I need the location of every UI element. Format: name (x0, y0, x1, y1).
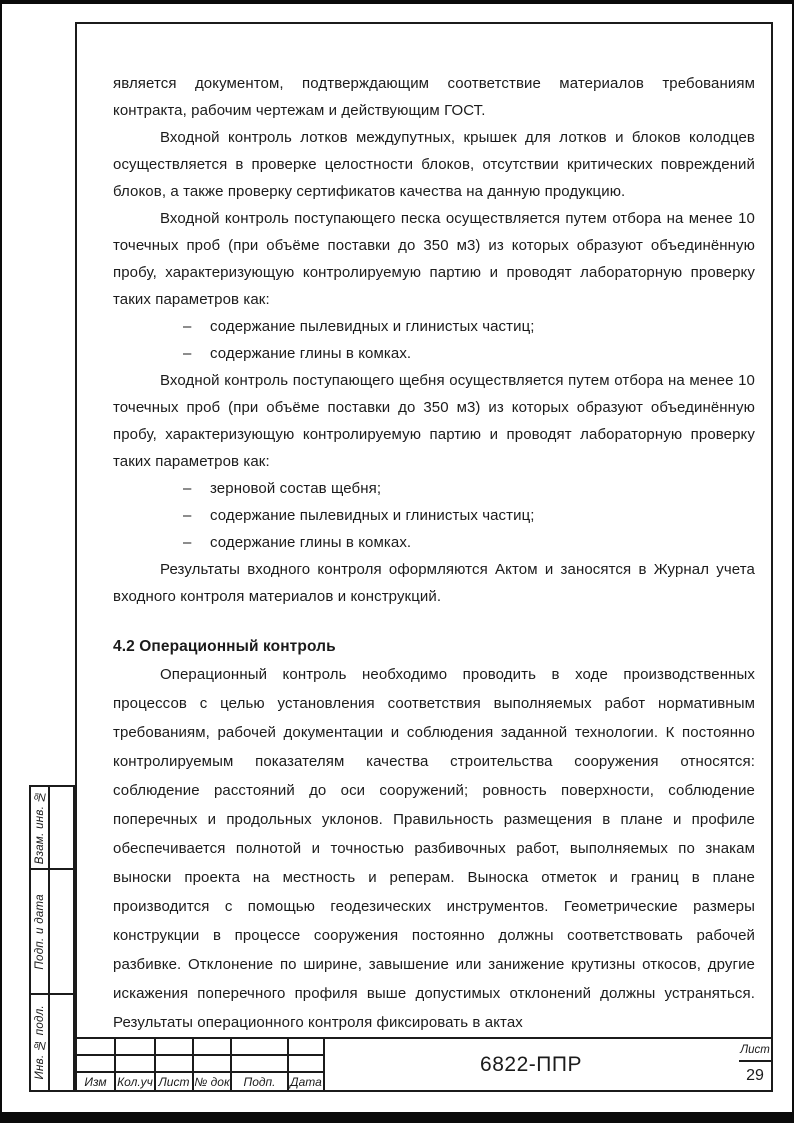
sheet-label: Лист (739, 1039, 771, 1062)
bullet-dash: – (183, 507, 192, 524)
bullet-dash: – (183, 534, 192, 551)
titleblock-col-koluch: Кол.уч (117, 1074, 153, 1089)
document-text (113, 70, 755, 1037)
bullet-item (183, 529, 755, 556)
titleblock-col-podp: Подп. (243, 1074, 276, 1089)
bullet-item (183, 340, 755, 367)
bullet-dash: – (183, 345, 192, 362)
document-number: 6822-ППР (480, 1052, 582, 1076)
sidebar-label: Инв. № подл. (33, 1005, 46, 1080)
bullet-item (183, 475, 755, 502)
sidebar-cell-podp-data (31, 870, 48, 993)
sidebar-stamp-column (29, 785, 75, 1092)
sidebar-cell-inv-podl (31, 995, 48, 1090)
title-block (75, 1037, 773, 1092)
titleblock-col-list: Лист (158, 1074, 190, 1089)
sidebar-label: Подп. и дата (33, 893, 46, 970)
bullet-text: содержание глины в комках. (210, 534, 412, 551)
bullet-dash: – (183, 318, 192, 335)
section-heading: 4.2 Операционный контроль (113, 638, 336, 655)
titleblock-col-data: Дата (290, 1074, 322, 1089)
paragraph: Входной контроль лотков междупутных, крышек для лотков и блоков колодцев осуществляется в проверке целостности блоков, отсутствии критических повреждений блоков, а также проверку сертификатов качества на данную продукцию. (113, 129, 755, 200)
sidebar-divider (48, 787, 50, 1090)
bullet-text: содержание пылевидных и глинистых частиц; (210, 507, 535, 524)
scan-edge-left (0, 0, 2, 1123)
bullet-item (183, 313, 755, 340)
paragraph: Входной контроль поступающего песка осуществляется путем отбора на менее 10 точечных проб (при объёме поставки до 350 м3) из которых образуют объединённую пробу, характеризующую контролируемую партию и проводят лабораторную проверку таких параметров как: (113, 210, 755, 308)
titleblock-col-dok: № док (194, 1074, 230, 1089)
sheet-cell (739, 1039, 771, 1090)
bullet-dash: – (183, 480, 192, 497)
paragraph: Операционный контроль необходимо проводить в ходе производственных процессов с целью установления соответствия выполняемых работ нормативным требованиям, рабочей документации и соблюдения заданной технологии. К постоянно контролируемым показателям качества строительства сооружения относятся: соблюдение расстояний до оси сооружений; ровность поверхности, соблюдение поперечных и продольных уклонов. Правильность размещения в плане и профиле обеспечивается полнотой и точностью разбивочных работ, выполняемых по знакам выноски проекта на местность и реперам. Выноска отметок и границ в плане производится с помощью геодезических инструментов. Геометрические размеры конструкции в процессе сооружения постоянно должны соответствовать рабочей разбивке. Отклонение по ширине, завышение или занижение крутизны откосов, другие искажения поперечного профиля выше допустимых отклонений должны устраняться. Результаты операционного контроля фиксировать в актах (113, 666, 755, 1031)
sidebar-label: Взам. инв. № (33, 790, 46, 865)
paragraph: Результаты входного контроля оформляются Актом и заносятся в Журнал учета входного контроля материалов и конструкций. (113, 561, 755, 605)
bullet-item (183, 502, 755, 529)
paragraph: Входной контроль поступающего щебня осуществляется путем отбора на менее 10 точечных проб (при объёме поставки до 350 м3) из которых образуют объединённую пробу, характеризующую контролируемую партию и проводят лабораторную проверку таких параметров как: (113, 372, 755, 470)
sheet-number: 29 (746, 1067, 764, 1084)
scan-edge-bottom (0, 1112, 794, 1123)
titleblock-line (77, 1054, 325, 1056)
drawing-frame (75, 22, 773, 1092)
bullet-text: зерновой состав щебня; (210, 480, 382, 497)
titleblock-col-izm: Изм (84, 1074, 107, 1089)
sidebar-cell-vzam-inv (31, 787, 48, 868)
paragraph: является документом, подтверждающим соответствие материалов требованиям контракта, рабочим чертежам и действующим ГОСТ. (113, 75, 755, 119)
bullet-text: содержание пылевидных и глинистых частиц; (210, 318, 535, 335)
bullet-text: содержание глины в комках. (210, 345, 412, 362)
scan-edge-top (0, 0, 794, 4)
